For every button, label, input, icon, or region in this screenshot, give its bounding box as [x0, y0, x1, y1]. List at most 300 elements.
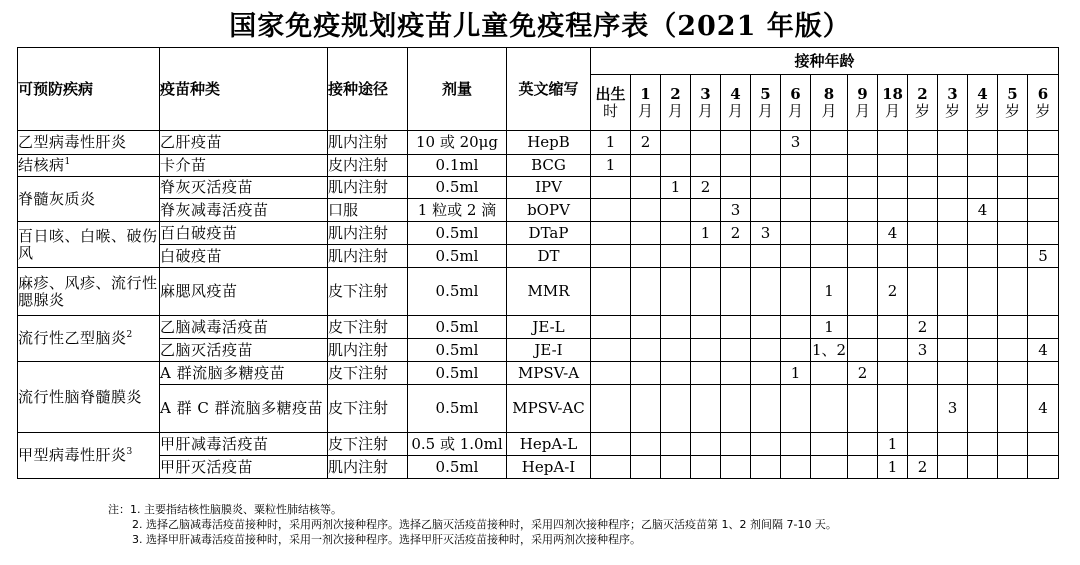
dose-number-cell [811, 155, 848, 177]
dose-number-cell [1028, 199, 1059, 222]
dose-number-cell [998, 385, 1028, 433]
page-title: 国家免疫规划疫苗儿童免疫程序表（2021 年版） [229, 11, 851, 42]
dose-number-cell [968, 155, 998, 177]
dose-number-cell [1028, 131, 1059, 155]
dose-number-cell [1028, 155, 1059, 177]
age-value: 出生 [595, 84, 626, 103]
abbr-cell: MPSV-AC [507, 385, 591, 433]
dose-number-cell: 4 [1028, 385, 1059, 433]
dose-number-cell [591, 339, 631, 362]
dose-number-cell [721, 155, 751, 177]
disease-name: 结核病 [18, 156, 65, 174]
dose-number-cell [848, 222, 878, 245]
disease-name: 流行性乙型脑炎 [18, 329, 127, 347]
dose-number-cell [781, 245, 811, 268]
dose-number-cell [661, 433, 691, 456]
dose-number-cell [998, 268, 1028, 316]
dose-number-cell [661, 268, 691, 316]
immunization-schedule-table [17, 47, 1059, 479]
vaccine-row [18, 155, 1059, 177]
dose-number-cell [1028, 362, 1059, 385]
dose-number-cell [938, 177, 968, 199]
dose-number-cell [691, 339, 721, 362]
dose-number-cell [908, 222, 938, 245]
header-row [18, 48, 1059, 75]
age-value: 18 [882, 84, 903, 103]
age-header [751, 75, 781, 131]
dose-number-cell [781, 177, 811, 199]
dose-number-cell [661, 199, 691, 222]
age-value: 4 [977, 84, 988, 103]
age-header [631, 75, 661, 131]
dose-number-cell [968, 362, 998, 385]
dose-number-cell [751, 199, 781, 222]
vaccine-name: 乙脑减毒活疫苗 [160, 316, 328, 339]
age-value: 1 [640, 84, 651, 103]
dose-number-cell [721, 177, 751, 199]
dose-number-cell [721, 433, 751, 456]
disease-cell [18, 155, 160, 177]
vaccine-row [18, 433, 1059, 456]
dose-number-cell: 1 [811, 316, 848, 339]
dose-number-cell [968, 339, 998, 362]
dose-number-cell [1028, 456, 1059, 479]
dose-number-cell: 2 [878, 268, 908, 316]
age-header [661, 75, 691, 131]
header-dose: 剂量 [408, 48, 507, 131]
dose-number-cell [661, 339, 691, 362]
dose-number-cell [848, 268, 878, 316]
dose-number-cell [691, 199, 721, 222]
age-header [938, 75, 968, 131]
dose-cell: 0.5ml [408, 362, 507, 385]
dose-number-cell [781, 222, 811, 245]
dose-number-cell [811, 177, 848, 199]
dose-number-cell [1028, 177, 1059, 199]
footnote-marker: 2 [126, 330, 133, 340]
vaccine-name: 卡介苗 [160, 155, 328, 177]
dose-number-cell [848, 385, 878, 433]
dose-number-cell [938, 456, 968, 479]
dose-number-cell [998, 199, 1028, 222]
dose-number-cell [591, 433, 631, 456]
abbr-cell: IPV [507, 177, 591, 199]
age-value: 2 [670, 84, 681, 103]
dose-number-cell [878, 245, 908, 268]
dose-number-cell [968, 245, 998, 268]
age-unit: 岁 [1004, 101, 1020, 120]
dose-number-cell [908, 433, 938, 456]
route-cell: 肌内注射 [328, 245, 408, 268]
dose-number-cell: 4 [1028, 339, 1059, 362]
dose-number-cell [661, 456, 691, 479]
dose-number-cell [631, 222, 661, 245]
dose-number-cell [661, 155, 691, 177]
age-header [781, 75, 811, 131]
dose-number-cell [781, 456, 811, 479]
dose-number-cell [811, 199, 848, 222]
dose-number-cell [908, 131, 938, 155]
dose-cell: 0.5ml [408, 245, 507, 268]
dose-number-cell [631, 456, 661, 479]
age-value: 6 [790, 84, 801, 103]
vaccine-row [18, 177, 1059, 199]
vaccine-name: 脊灰减毒活疫苗 [160, 199, 328, 222]
disease-name: 脊髓灰质炎 [18, 189, 96, 208]
dose-number-cell: 3 [721, 199, 751, 222]
dose-number-cell: 2 [848, 362, 878, 385]
dose-cell: 0.5 或 1.0ml [408, 433, 507, 456]
dose-number-cell [908, 245, 938, 268]
age-unit: 月 [854, 101, 870, 120]
dose-number-cell: 1 [878, 456, 908, 479]
dose-number-cell [998, 339, 1028, 362]
age-header [968, 75, 998, 131]
age-header [1028, 75, 1059, 131]
dose-number-cell [631, 199, 661, 222]
dose-cell: 0.5ml [408, 316, 507, 339]
route-cell: 皮下注射 [328, 433, 408, 456]
header-vaccine: 疫苗种类 [160, 48, 328, 131]
dose-number-cell [908, 199, 938, 222]
dose-number-cell [811, 456, 848, 479]
route-cell: 肌内注射 [328, 222, 408, 245]
dose-number-cell [591, 245, 631, 268]
dose-number-cell [751, 362, 781, 385]
vaccine-name: 百白破疫苗 [160, 222, 328, 245]
age-header [721, 75, 751, 131]
dose-number-cell [751, 433, 781, 456]
route-cell: 肌内注射 [328, 131, 408, 155]
age-header [908, 75, 938, 131]
dose-number-cell: 4 [968, 199, 998, 222]
vaccine-row [18, 456, 1059, 479]
vaccine-name: 脊灰灭活疫苗 [160, 177, 328, 199]
dose-cell: 10 或 20μg [408, 131, 507, 155]
abbr-cell: HepB [507, 131, 591, 155]
dose-number-cell: 2 [631, 131, 661, 155]
vaccine-name: 麻腮风疫苗 [160, 268, 328, 316]
dose-number-cell [691, 155, 721, 177]
dose-number-cell [631, 268, 661, 316]
dose-cell: 0.5ml [408, 222, 507, 245]
dose-number-cell [848, 131, 878, 155]
dose-number-cell [811, 131, 848, 155]
dose-number-cell [751, 155, 781, 177]
dose-number-cell [938, 199, 968, 222]
dose-number-cell [848, 245, 878, 268]
dose-number-cell [591, 268, 631, 316]
dose-number-cell [591, 385, 631, 433]
dose-number-cell [938, 433, 968, 456]
dose-number-cell [631, 433, 661, 456]
route-cell: 皮下注射 [328, 385, 408, 433]
dose-number-cell [811, 222, 848, 245]
dose-number-cell [938, 268, 968, 316]
dose-number-cell [848, 316, 878, 339]
dose-number-cell: 2 [908, 316, 938, 339]
dose-number-cell [781, 433, 811, 456]
age-unit: 月 [667, 101, 683, 120]
dose-number-cell: 3 [781, 131, 811, 155]
dose-number-cell [998, 222, 1028, 245]
dose-number-cell: 5 [1028, 245, 1059, 268]
header-route: 接种途径 [328, 48, 408, 131]
age-unit: 月 [697, 101, 713, 120]
dose-number-cell [661, 362, 691, 385]
dose-number-cell [691, 362, 721, 385]
dose-number-cell [968, 222, 998, 245]
dose-number-cell [908, 385, 938, 433]
route-cell: 口服 [328, 199, 408, 222]
footnote-marker: 3 [126, 447, 133, 457]
dose-number-cell [968, 456, 998, 479]
abbr-cell: bOPV [507, 199, 591, 222]
dose-number-cell [631, 155, 661, 177]
dose-number-cell: 3 [908, 339, 938, 362]
dose-number-cell [691, 316, 721, 339]
dose-number-cell [631, 316, 661, 339]
dose-number-cell [591, 362, 631, 385]
dose-number-cell: 1 [878, 433, 908, 456]
dose-number-cell [998, 316, 1028, 339]
dose-number-cell [751, 456, 781, 479]
dose-number-cell [631, 177, 661, 199]
dose-number-cell [781, 385, 811, 433]
dose-number-cell [691, 131, 721, 155]
dose-number-cell [721, 316, 751, 339]
disease-name: 流行性脑脊髓膜炎 [18, 387, 143, 406]
dose-number-cell: 1 [811, 268, 848, 316]
dose-number-cell [878, 385, 908, 433]
disease-name: 麻疹、风疹、流行性腮腺炎 [18, 273, 158, 309]
dose-number-cell [878, 316, 908, 339]
disease-cell [18, 222, 160, 268]
vaccine-name: 甲肝灭活疫苗 [160, 456, 328, 479]
dose-number-cell [591, 316, 631, 339]
dose-number-cell [848, 456, 878, 479]
abbr-cell: HepA-L [507, 433, 591, 456]
age-value: 9 [857, 84, 868, 103]
dose-number-cell [631, 362, 661, 385]
dose-cell: 0.1ml [408, 155, 507, 177]
dose-number-cell: 1 [691, 222, 721, 245]
header-abbr: 英文缩写 [507, 48, 591, 131]
dose-number-cell [938, 362, 968, 385]
disease-name: 乙型病毒性肝炎 [18, 133, 127, 151]
header-age-group: 接种年龄 [591, 48, 1059, 75]
dose-number-cell [811, 362, 848, 385]
dose-number-cell [968, 131, 998, 155]
dose-number-cell [661, 131, 691, 155]
dose-number-cell: 2 [721, 222, 751, 245]
dose-number-cell [938, 155, 968, 177]
abbr-cell: JE-L [507, 316, 591, 339]
abbr-cell: MMR [507, 268, 591, 316]
dose-number-cell: 1 [591, 131, 631, 155]
age-value: 3 [700, 84, 711, 103]
dose-number-cell [751, 316, 781, 339]
route-cell: 皮下注射 [328, 268, 408, 316]
age-value: 3 [947, 84, 958, 103]
dose-number-cell [591, 199, 631, 222]
dose-number-cell [721, 456, 751, 479]
route-cell: 皮下注射 [328, 362, 408, 385]
dose-cell: 0.5ml [408, 177, 507, 199]
dose-number-cell [721, 339, 751, 362]
age-value: 6 [1037, 84, 1049, 103]
dose-number-cell [878, 362, 908, 385]
dose-number-cell [691, 245, 721, 268]
dose-number-cell: 2 [691, 177, 721, 199]
route-cell: 肌内注射 [328, 339, 408, 362]
dose-number-cell [1028, 222, 1059, 245]
dose-number-cell: 2 [908, 456, 938, 479]
disease-cell [18, 268, 160, 316]
dose-cell: 1 粒或 2 滴 [408, 199, 507, 222]
dose-number-cell [811, 385, 848, 433]
dose-number-cell [751, 339, 781, 362]
dose-number-cell [751, 245, 781, 268]
vaccine-row [18, 385, 1059, 433]
footnote-marker: 1 [64, 157, 71, 167]
disease-cell [18, 433, 160, 479]
dose-number-cell [878, 339, 908, 362]
age-value: 2 [917, 84, 928, 103]
dose-number-cell [721, 385, 751, 433]
dose-number-cell [878, 155, 908, 177]
dose-number-cell: 1 [661, 177, 691, 199]
route-cell: 皮下注射 [328, 316, 408, 339]
dose-number-cell [811, 245, 848, 268]
abbr-cell: BCG [507, 155, 591, 177]
vaccine-name: 白破疫苗 [160, 245, 328, 268]
route-cell: 皮内注射 [328, 155, 408, 177]
age-unit: 时 [602, 101, 618, 120]
dose-number-cell [661, 245, 691, 268]
age-unit: 月 [884, 101, 900, 120]
abbr-cell: DT [507, 245, 591, 268]
route-cell: 肌内注射 [328, 177, 408, 199]
disease-cell [18, 131, 160, 155]
age-header [811, 75, 848, 131]
vaccine-row [18, 362, 1059, 385]
dose-number-cell [1028, 433, 1059, 456]
age-header [878, 75, 908, 131]
dose-number-cell [691, 433, 721, 456]
age-value: 8 [823, 84, 835, 103]
dose-number-cell [751, 385, 781, 433]
dose-number-cell [968, 385, 998, 433]
age-header [848, 75, 878, 131]
dose-number-cell [691, 268, 721, 316]
vaccine-name: A 群 C 群流脑多糖疫苗 [160, 385, 328, 433]
dose-number-cell: 4 [878, 222, 908, 245]
vaccine-row [18, 222, 1059, 245]
vaccine-row [18, 268, 1059, 316]
age-unit: 岁 [914, 101, 930, 120]
dose-number-cell: 3 [751, 222, 781, 245]
dose-number-cell [938, 339, 968, 362]
disease-name: 百日咳、白喉、破伤风 [18, 226, 158, 262]
dose-number-cell [848, 155, 878, 177]
dose-number-cell [968, 268, 998, 316]
dose-number-cell [721, 268, 751, 316]
dose-number-cell [938, 245, 968, 268]
dose-number-cell [591, 456, 631, 479]
vaccine-row [18, 316, 1059, 339]
dose-number-cell [938, 222, 968, 245]
disease-cell [18, 177, 160, 222]
dose-number-cell: 1 [591, 155, 631, 177]
abbr-cell: MPSV-A [507, 362, 591, 385]
dose-number-cell [878, 177, 908, 199]
dose-number-cell [751, 131, 781, 155]
dose-number-cell [938, 316, 968, 339]
vaccine-name: 乙肝疫苗 [160, 131, 328, 155]
age-header [691, 75, 721, 131]
age-header [591, 75, 631, 131]
dose-number-cell [721, 362, 751, 385]
dose-number-cell [878, 131, 908, 155]
age-unit: 岁 [974, 101, 990, 120]
age-unit: 月 [727, 101, 743, 120]
age-unit: 月 [821, 101, 837, 120]
dose-number-cell [848, 177, 878, 199]
dose-number-cell [908, 155, 938, 177]
footnotes [108, 502, 837, 547]
dose-number-cell [631, 245, 661, 268]
age-value: 5 [760, 84, 771, 103]
age-unit: 岁 [1035, 101, 1051, 120]
vaccine-name: 乙脑灭活疫苗 [160, 339, 328, 362]
vaccine-name: 甲肝减毒活疫苗 [160, 433, 328, 456]
dose-number-cell [591, 222, 631, 245]
vaccine-row [18, 131, 1059, 155]
dose-number-cell [938, 131, 968, 155]
header-disease: 可预防疾病 [18, 48, 160, 131]
dose-number-cell [1028, 316, 1059, 339]
dose-number-cell [631, 385, 661, 433]
dose-number-cell [998, 155, 1028, 177]
dose-number-cell [591, 177, 631, 199]
dose-cell: 0.5ml [408, 268, 507, 316]
dose-number-cell [661, 316, 691, 339]
dose-number-cell [998, 362, 1028, 385]
age-header [998, 75, 1028, 131]
abbr-cell: JE-I [507, 339, 591, 362]
dose-number-cell: 3 [938, 385, 968, 433]
dose-number-cell [968, 433, 998, 456]
dose-number-cell [908, 177, 938, 199]
age-unit: 月 [637, 101, 653, 120]
age-unit: 月 [757, 101, 773, 120]
dose-cell: 0.5ml [408, 385, 507, 433]
dose-number-cell [998, 245, 1028, 268]
footnote-2: 2. 选择乙脑减毒活疫苗接种时，采用两剂次接种程序。选择乙脑灭活疫苗接种时，采用四剂次接种程序；乙脑灭活疫苗第 1、2 剂间隔 7-10 天。 [132, 518, 837, 531]
dose-number-cell [781, 199, 811, 222]
dose-number-cell [781, 155, 811, 177]
dose-number-cell [751, 177, 781, 199]
dose-number-cell [968, 177, 998, 199]
dose-number-cell [781, 316, 811, 339]
age-value: 5 [1007, 84, 1018, 103]
dose-number-cell [751, 268, 781, 316]
dose-number-cell [661, 222, 691, 245]
dose-number-cell [1028, 268, 1059, 316]
dose-number-cell [878, 199, 908, 222]
age-unit: 月 [787, 101, 803, 120]
